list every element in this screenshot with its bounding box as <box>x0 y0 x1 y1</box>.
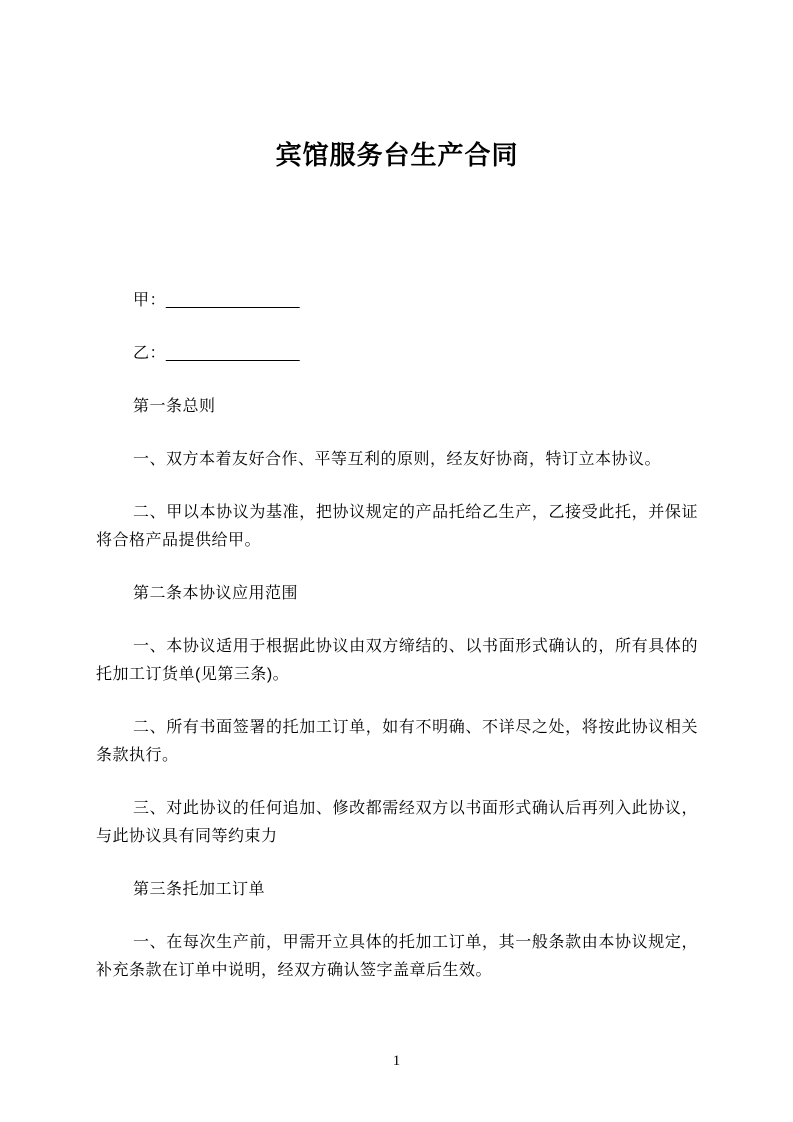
clause-paragraph: 二、甲以本协议为基准，把协议规定的产品托给乙生产，乙接受此托，并保证将合格产品提供给甲。 <box>96 504 698 549</box>
party-a-label: 甲： <box>133 292 167 309</box>
party-a-line <box>96 287 698 315</box>
clause-paragraph: 二、所有书面签署的托加工订单，如有不明确、不详尽之处，将按此协议相关条款执行。 <box>96 719 698 764</box>
party-b-blank-field: _______________ <box>166 345 300 362</box>
party-a-blank-field: _______________ <box>166 292 300 309</box>
party-b-line <box>96 340 698 368</box>
page-number: 1 <box>392 1053 401 1069</box>
document-title: 宾馆服务台生产合同 <box>275 140 519 170</box>
party-b-label: 乙： <box>133 345 167 362</box>
section-heading-article-2: 第二条本协议应用范围 <box>133 585 299 602</box>
section-heading-article-3: 第三条托加工订单 <box>133 881 266 898</box>
clause-paragraph: 一、本协议适用于根据此协议由双方缔结的、以书面形式确认的，所有具体的托加工订货单(见第三条)。 <box>96 638 698 683</box>
clause-paragraph: 一、在每次生产前，甲需开立具体的托加工订单，其一般条款由本协议规定，补充条款在订单中说明，经双方确认签字盖章后生效。 <box>96 934 698 979</box>
clause-paragraph: 三、对此协议的任何追加、修改都需经双方以书面形式确认后再列入此协议，与此协议具有同等约束力 <box>96 800 698 845</box>
clause-paragraph: 一、双方本着友好合作、平等互利的原则，经友好协商，特订立本协议。 <box>133 451 662 468</box>
section-heading-article-1: 第一条总则 <box>133 398 216 415</box>
